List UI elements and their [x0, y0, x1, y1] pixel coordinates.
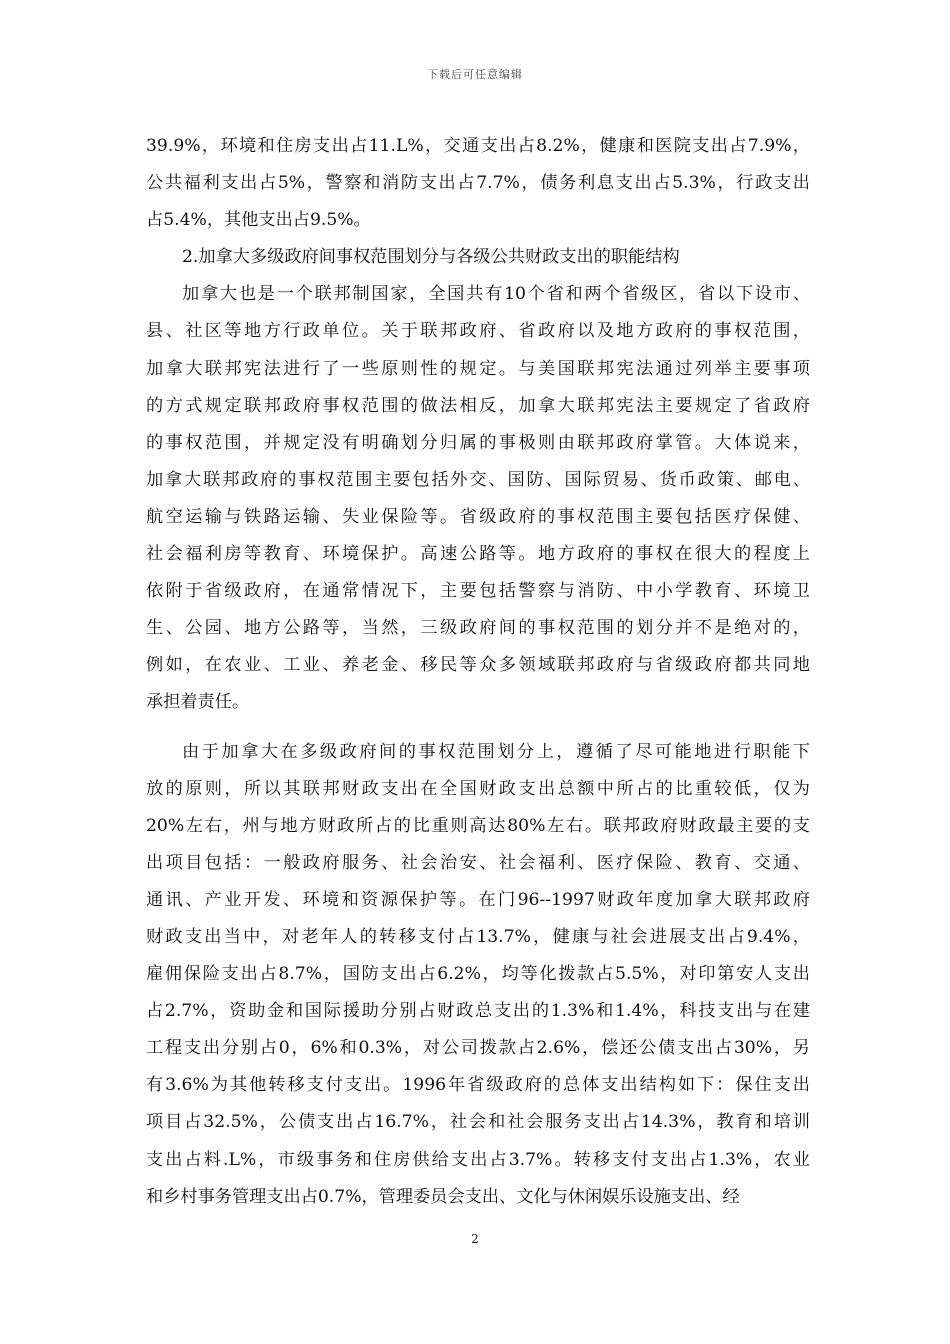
text-line: 39.9%，环境和住房支出占11.L%，交通支出占8.2%，健康和医院支出占7.9%，	[146, 136, 810, 156]
paragraph-gap	[146, 722, 810, 734]
text-line: 由于加拿大在多级政府间的事权范围划分上，遵循了尽可能地进行职能下	[182, 741, 810, 762]
text-line: 雇佣保险支出占8.7%，国防支出占6.2%，均等化拨款占5.5%，对印第安人支出	[146, 964, 810, 985]
text-line: 项目占32.5%，公债支出占16.7%，社会和社会服务支出占14.3%，教育和培训	[146, 1112, 810, 1133]
text-line: 通讯、产业开发、环境和资源保护等。在门96--1997财政年度加拿大联邦政府	[146, 889, 810, 910]
text-line: 航空运输与铁路运输、失业保险等。省级政府的事权范围主要包括医疗保健、	[146, 506, 810, 527]
text-line: 工程支出分别占0，6%和0.3%，对公司拨款占2.6%，偿还公债支出占30%，另	[146, 1038, 810, 1059]
text-line: 加拿大联邦宪法进行了一些原则性的规定。与美国联邦宪法通过列举主要事项	[146, 358, 810, 379]
text-line: 依附于省级政府，在通常情况下，主要包括警察与消防、中小学教育、环境卫	[146, 581, 810, 602]
page-number: 2	[471, 1232, 479, 1246]
paragraph	[146, 734, 810, 1216]
text-line: 公共福利支出占5%，警察和消防支出占7.7%，债务利息支出占5.3%，行政支出	[146, 173, 810, 194]
text-line: 有3.6%为其他转移支付支出。1996年省级政府的总体支出结构如下：保住支出	[146, 1075, 810, 1096]
text-line: 20%左右，州与地方财政所占的比重则高达80%左右。联邦政府财政最主要的支	[146, 815, 810, 836]
text-line: 和乡村事务管理支出占0.7%，管理委员会支出、文化与休闲娱乐设施支出、经	[146, 1186, 740, 1207]
text-line: 支出占料.L%，市级事务和住房供给支出占3.7%。转移支付支出占1.3%，农业	[146, 1149, 810, 1170]
text-line: 出项目包括：一般政府服务、社会治安、社会福利、医疗保险、教育、交通、	[146, 852, 810, 873]
text-line: 占5.4%，其他支出占9.5%。	[146, 210, 371, 231]
text-line: 2.加拿大多级政府间事权范围划分与各级公共财政支出的职能结构	[182, 247, 680, 268]
text-line: 财政支出当中，对老年人的转移支付占13.7%，健康与社会进展支出占9.4%，	[146, 926, 810, 947]
text-line: 例如，在农业、工业、养老金、移民等众多领域联邦政府与省级政府都共同地	[146, 655, 810, 676]
text-line: 占2.7%，资助金和国际援助分别占财政总支出的1.3%和1.4%，科技支出与在建	[146, 1001, 810, 1022]
text-line: 放的原则，所以其联邦财政支出在全国财政支出总额中所占的比重较低，仅为	[146, 778, 810, 799]
text-line: 承担着责任。	[146, 692, 250, 713]
document-body	[146, 128, 810, 1216]
paragraph	[146, 239, 810, 276]
paragraph	[146, 128, 810, 239]
text-line: 县、社区等地方行政单位。关于联邦政府、省政府以及地方政府的事权范围，	[146, 321, 810, 342]
text-line: 加拿大也是一个联邦制国家，全国共有10个省和两个省级区，省以下设市、	[182, 284, 810, 305]
text-line: 的方式规定联邦政府事权范围的做法相反，加拿大联邦宪法主要规定了省政府	[146, 395, 810, 416]
text-line: 加拿大联邦政府的事权范围主要包括外交、国防、国际贸易、货币政策、邮电、	[146, 469, 810, 490]
text-line: 社会福利房等教育、环境保护。高速公路等。地方政府的事权在很大的程度上	[146, 544, 810, 565]
page-header: 下载后可任意编辑	[427, 68, 523, 81]
text-line: 的事权范围，并规定没有明确划分归属的事极则由联邦政府掌管。大体说来，	[146, 432, 810, 453]
text-line: 生、公园、地方公路等，当然，三级政府间的事权范围的划分并不是绝对的，	[146, 618, 810, 639]
paragraph	[146, 276, 810, 721]
